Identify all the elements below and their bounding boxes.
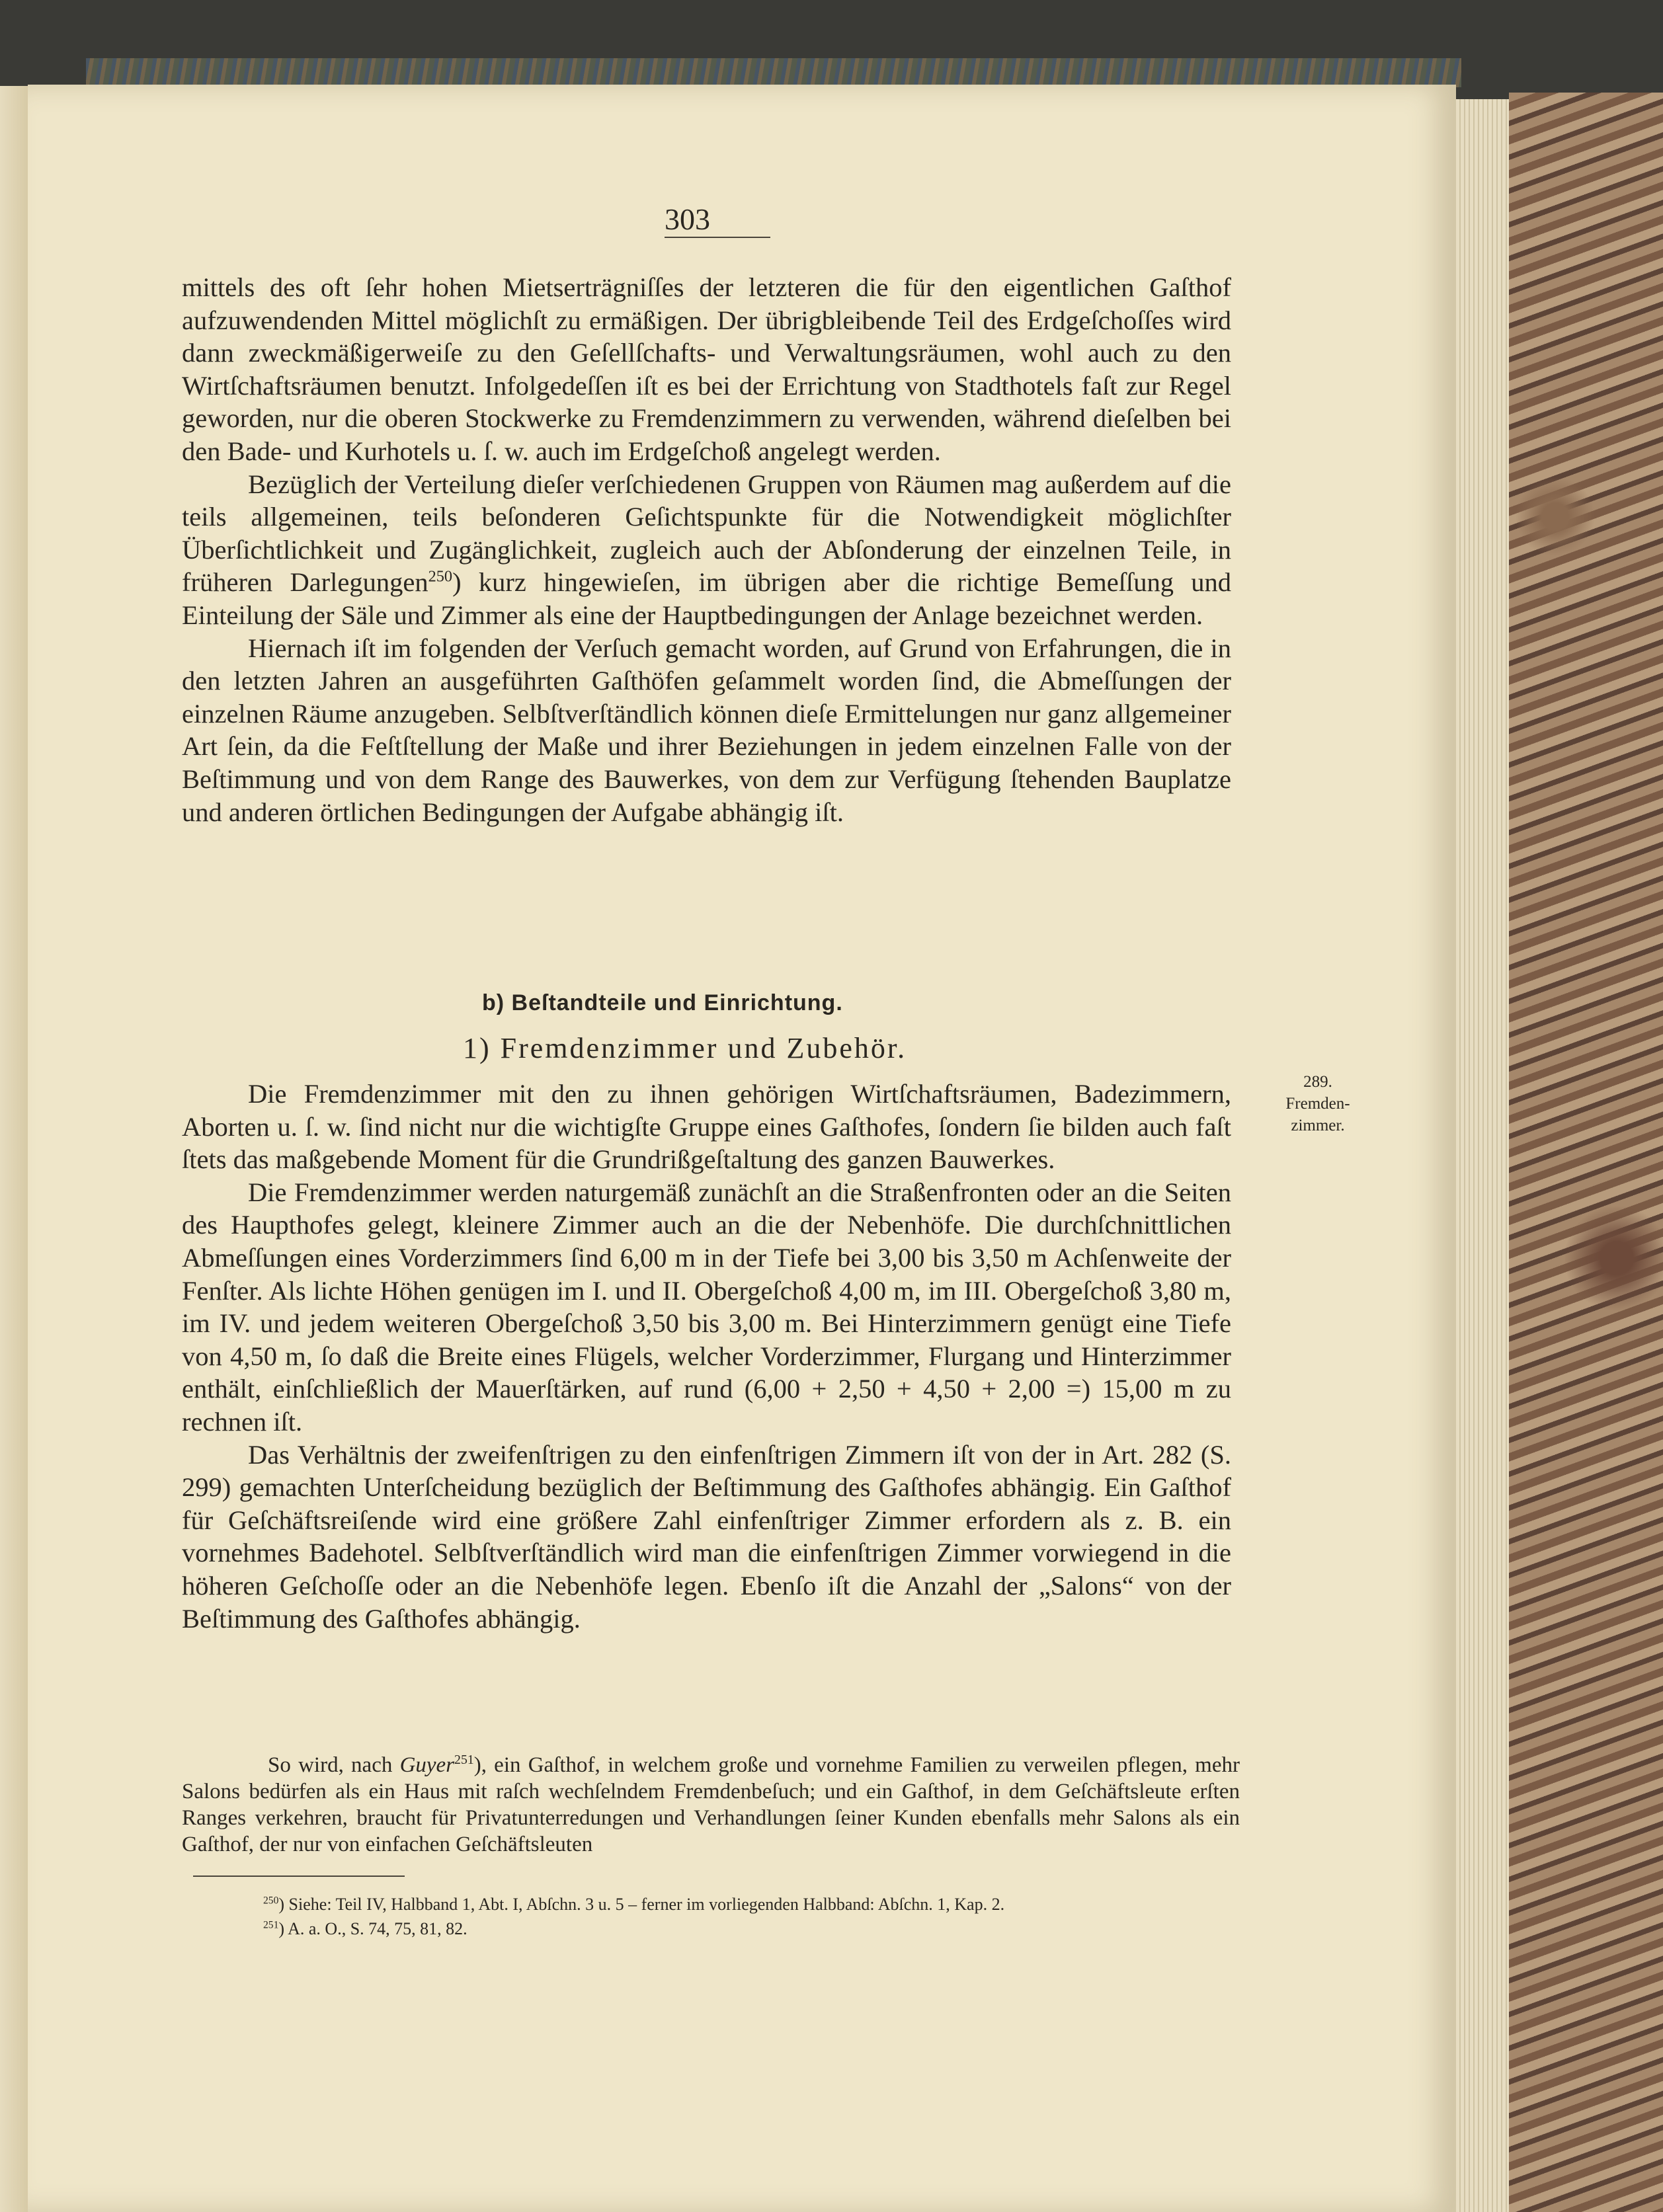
page-edges [1456,99,1509,2212]
footnote-250: $^{250}$) Siehe: Teil IV, Halbband 1, Abt. I, Abſchn. 3 u. 5 – ferner im vorliegenden Halbband: Abſchn. 1, Kap. 2. [263,1895,1005,1914]
footnote-251: $^{251}$) A. a. O., S. 74, 75, 81, 82. [263,1919,467,1938]
paragraph-5: Die Fremdenzimmer werden naturgemäß zunächſt an die Straßenfronten oder an die Seiten des Haupthofes gelegt, kleinere Zimmer auch an die der Nebenhöfe. Die durchſchnittlichen Abmeſſungen eines Vorderzimmers ſind 6,00 m in der Tiefe bei 3,00 bis 3,50 m Achſenweite der Fenſter. Als lichte Höhen genügen im I. und II. Obergeſchoß 4,00 m, im III. Obergeſchoß 3,80 m, im IV. und jedem weiteren Obergeſchoß 3,50 bis 3,00 m. Bei Hinterzimmern genügt eine Tiefe von 4,50 m, ſo daß die Breite eines Flügels, welcher Vorderzimmer, Flurgang und Hinterzimmer enthält, einſchließlich der Mauerſtärken, auf rund (6,00 + 2,50 + 4,50 + 2,00 =) 15,00 m zu rechnen iſt. [182,1177,1231,1437]
marbled-cover [1509,93,1663,2212]
left-page-edge [0,86,28,2212]
page-number: 303 [665,202,710,236]
subsection-heading: 1) Fremdenzimmer und Zubehör. [463,1032,907,1064]
section-heading: b) Beſtandteile und Einrichtung. [482,990,843,1015]
paragraph-4: Die Fremdenzimmer mit den zu ihnen gehörigen Wirtſchaftsräumen, Badezimmern, Aborten u. ſ. w. ſind nicht nur die wichtigſte Gruppe eines Gaſthofes, ſondern ſie bilden auch faſt ſtets das maßgebende Moment für die Grundrißgeſtaltung des ganzen Bauwerkes. [182,1079,1231,1175]
page-number-rule [665,237,770,238]
paragraph-6: Das Verhältnis der zweifenſtrigen zu den einfenſtrigen Zimmern iſt von der in Art. 282 (S. 299) gemachten Unterſcheidung bezüglich der Beſtimmung des Gaſthofes abhängig. Ein Gaſthof für Geſchäftsreiſende wird eine größere Zahl einfenſtriger Zimmer erfordern als z. B. ein vornehmes Badehotel. Selbſtverſtändlich wird man die einfenſtrigen Zimmer vorwiegend in die höheren Geſchoſſe oder an die Nebenhöfe legen. Ebenſo iſt die Anzahl der „Salons“ von der Beſtimmung des Gaſthofes abhängig. [182,1439,1231,1634]
footnote-rule [193,1876,405,1877]
small-print-paragraph: So wird, nach Guyer$^{251}$), ein Gaſthof, in welchem große und vornehme Familien zu verweilen pflegen, mehr Salons bedürfen als ein Haus mit raſch wechſelndem Fremdenbeſuch; und ein Gaſthof, in dem Geſchäftsleute erſten Ranges verkehren, braucht für Privatunterredungen und Verhandlungen ſeiner Kunden ebenfalls mehr Salons als ein Gaſthof, der nur von einfachen Geſchäftsleuten [182,1753,1240,1856]
paragraph-1: mittels des oft ſehr hohen Mietserträgniſſes der letzteren die für den eigentlichen Gaſthof aufzuwendenden Mittel möglichſt zu ermäßigen. Der übrigbleibende Teil des Erdgeſchoſſes wird dann zweckmäßigerweiſe zu den Geſellſchafts- und Verwaltungsräumen, wohl auch zu den Wirtſchaftsräumen benutzt. Infolgedeſſen iſt es bei der Errichtung von Stadthotels faſt zur Regel geworden, nur die oberen Stockwerke zu Fremdenzimmern zu verwenden, während dieſelben bei den Bade- und Kurhotels u. ſ. w. auch im Erdgeſchoß angelegt werden. [182,272,1231,466]
paragraph-2: Bezüglich der Verteilung dieſer verſchiedenen Gruppen von Räumen mag außerdem auf die teils allgemeinen, teils beſonderen Geſichtspunkte für die Notwendigkeit möglichſter Überſichtlichkeit und Zugänglichkeit, zugleich auch der Abſonderung der einzelnen Teile, in früheren Darlegungen$^{250}$) kurz hingewieſen, im übrigen aber die richtige Bemeſſung und Einteilung der Säle und Zimmer als eine der Hauptbedingungen der Anlage bezeichnet werden. [182,469,1232,630]
body-text-section [182,1078,1231,1635]
binding-strip [86,58,1461,87]
paragraph-3: Hiernach iſt im folgenden der Verſuch gemacht worden, auf Grund von Erfahrungen, die in den letzten Jahren an ausgeführten Gaſthöfen geſammelt worden ſind, die Abmeſſungen der einzelnen Räume anzugeben. Selbſtverſtändlich können dieſe Ermittelungen nur ganz allgemeiner Art ſein, da die Feſtſtellung der Maße und ihrer Beziehungen in jedem einzelnen Falle von der Beſtimmung und von dem Range des Bauwerkes, von dem zur Verfügung ſtehenden Bauplatze und anderen örtlichen Bedingungen der Aufgabe abhängig iſt. [182,633,1231,827]
body-text-top [182,271,1231,828]
margin-note: 289. Fremden- zimmer. [1285,1073,1350,1134]
